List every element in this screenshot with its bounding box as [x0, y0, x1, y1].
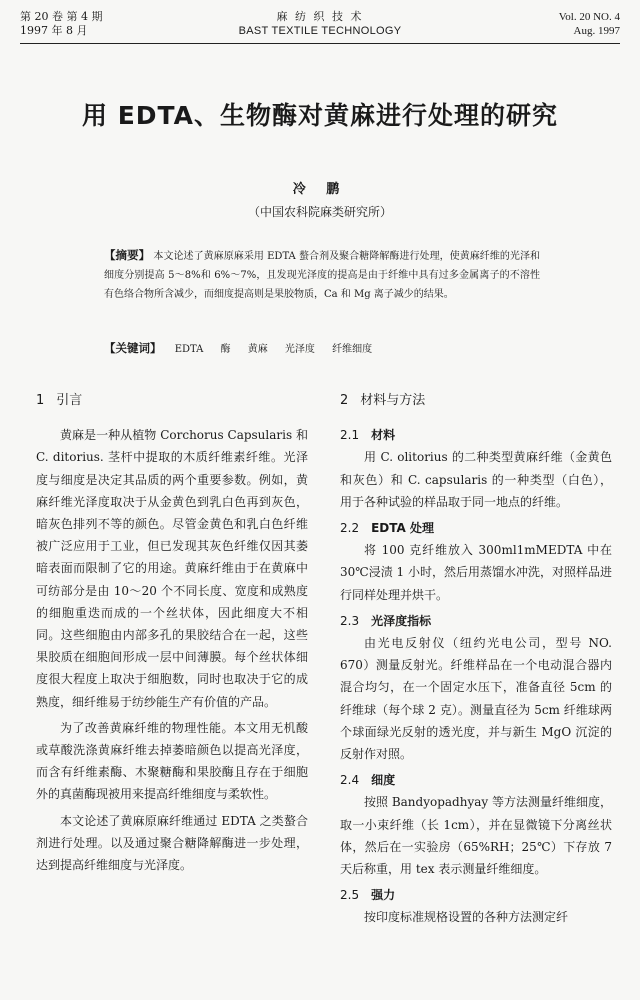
keyword: EDTA [174, 344, 204, 355]
volume-issue-en [559, 10, 620, 38]
subsection-title: 细度 [371, 773, 396, 788]
section-title: 材料与方法 [360, 393, 426, 408]
keyword: 光泽度 [284, 344, 315, 355]
subsection-title: 强力 [371, 888, 396, 903]
paragraph: 由光电反射仪（纽约光电公司，型号 NO. 670）测量反射光。纤维样品在一个电动混合器内混合均匀，在一个固定水压下，准备直径 5cm 的纤维球（每个球 2 克）。测量直径为 5cm 纤维球两个球面绿光反射的透光度，并与新生 MgO 沉淀的反射作对照。 [340, 636, 612, 762]
section-title: 引言 [56, 393, 83, 408]
left-column [36, 390, 308, 880]
author-name: 冷 鹏 [292, 182, 348, 197]
date-label-en: Aug. 1997 [573, 25, 620, 37]
paragraph: 黄麻是一种从植物 Corchorus Capsularis 和 C. ditorius. 茎杆中提取的木质纤维素纤维。光泽度与细度是决定其品质的两个重要参数。例如，黄麻纤维光泽度取决于从金黄色到乳白色再到灰色，暗灰色排列不等的颜色。尽管金黄色和乳白色纤维被广泛应用于工业，但已发现其灰色纤维仅因其萎暗表面而限制了它的用途。黄麻纤维由于在黄麻中可纺部分是由 10～20 个不同长度、宽度和成熟度的细胞重迭而成的一个丝状体，因此细度大不相同。这些细胞由内部多孔的果胶结合在一起，这些果胶质在细胞间形成一层中间薄膜。每个丝状体细度很大程度上取决于细胞数，同时也取决于它的成熟度，细纤维易于纺纱能生产有价值的产品。 [36, 428, 308, 709]
keyword: 黄麻 [247, 344, 268, 355]
subsection-heading [340, 517, 612, 539]
subsection-heading [340, 424, 612, 446]
subsection-heading [340, 610, 612, 632]
author-affiliation: （中国农科院麻类研究所） [247, 205, 392, 219]
keywords-label: 【关键词】 [104, 341, 162, 355]
paragraph: 为了改善黄麻纤维的物理性能。本文用无机酸或草酸洗涤黄麻纤维去掉萎暗颜色以提高光泽度，而含有纤维素酶、木聚糖酶和果胶酶且存在于细胞外的真菌酶现被用来提高纤维细度与柔软性。 [36, 720, 308, 802]
subsection-title: 光泽度指标 [371, 613, 432, 628]
subsection-number: 2.4 [340, 773, 360, 788]
subsection-number: 2.3 [340, 613, 360, 628]
paragraph: 用 C. olitorius 的二种类型黄麻纤维（金黄色和灰色）和 C. capsularis 的一种类型（白色），用于各种试验的样品取于同一地点的纤维。 [340, 450, 612, 509]
right-column [340, 390, 612, 933]
journal-title-en: BAST TEXTILE TECHNOLOGY [238, 25, 402, 37]
section-number: 2 [340, 393, 349, 408]
header-rule [20, 43, 620, 44]
abstract-text: 本文论述了黄麻原麻采用 EDTA 螯合剂及聚合糖降解酶进行处理，使黄麻纤维的光泽和细度分别提高 5～8%和 6%～7%，且发现光泽度的提高是由于纤维中具有过多金属离子的不溶性有色络合物所含减少，而细度提高则是果胶物质，Ca 和 Mg 离子减少的结果。 [104, 251, 541, 300]
paragraph: 将 100 克纤维放入 300ml1mMEDTA 中在 30℃浸渍 1 小时，然后用蒸馏水冲洗，对照样品进行同样处理并烘干。 [340, 543, 612, 602]
volume-label: 第 20 卷 第 4 期 [20, 10, 103, 23]
section-heading-intro [36, 390, 308, 412]
paragraph: 按照 Bandyopadhyay 等方法测量纤维细度，取一小束纤维（长 1cm），并在显微镜下分离丝状体，然后在一实验房（65%RH；25℃）下存放 7 天后称重，用 tex 表示测量纤维细度。 [340, 795, 612, 877]
volume-label-en: Vol. 20 NO. 4 [558, 11, 620, 23]
paragraph: 本文论述了黄麻原麻纤维通过 EDTA 之类螯合剂进行处理。以及通过聚合糖降解酶进一步处理，达到提高纤维细度与光泽度。 [36, 813, 308, 873]
subsection-number: 2.1 [340, 428, 360, 443]
date-label: 1997 年 8 月 [20, 24, 88, 37]
subsection-title: EDTA 处理 [371, 521, 434, 536]
subsection-title: 材料 [371, 428, 396, 443]
running-header [20, 10, 620, 50]
subsection-number: 2.5 [340, 888, 360, 903]
paragraph: 按印度标准规格设置的各种方法测定纤 [364, 910, 569, 925]
paper-title: 用 EDTA、生物酶对黄麻进行处理的研究 [82, 101, 558, 130]
keyword: 酶 [220, 344, 231, 355]
subsection-heading [340, 769, 612, 791]
keywords [104, 340, 540, 358]
subsection-heading [340, 884, 612, 906]
subsection-number: 2.2 [340, 521, 360, 536]
abstract [104, 246, 540, 304]
journal-title-cn: 麻 纺 织 技 术 [276, 10, 364, 23]
keyword: 纤维细度 [332, 344, 373, 355]
abstract-label: 【摘要】 [104, 248, 151, 262]
section-number: 1 [36, 393, 45, 408]
section-heading-methods [340, 390, 612, 412]
journal-name [20, 10, 620, 38]
